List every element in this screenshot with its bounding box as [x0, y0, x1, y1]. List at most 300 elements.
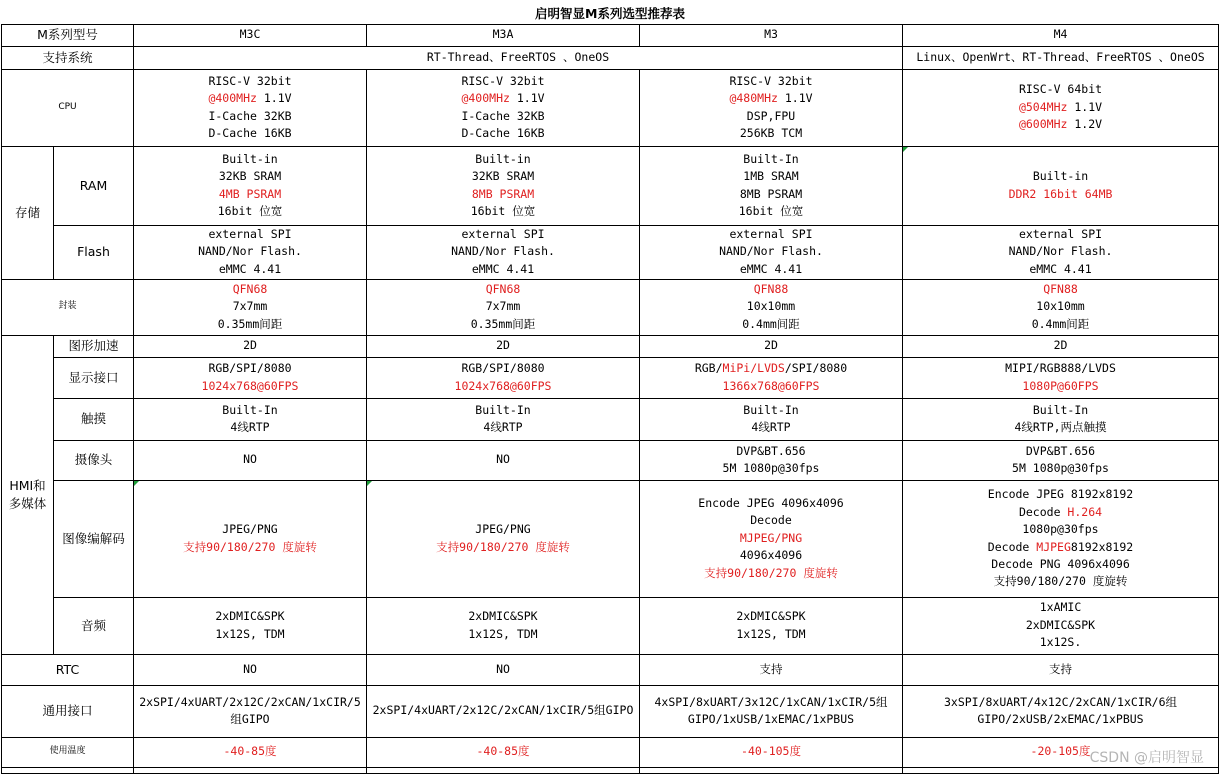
gfx-m3c-cell: [134, 335, 367, 357]
cell-line: [642, 243, 900, 260]
cell-value: 支持: [759, 661, 783, 676]
cell-value: 1080P@60FPS: [1022, 378, 1099, 393]
cell-line: [369, 243, 637, 260]
empty-row-cell: [367, 767, 640, 773]
cell-value: -40-85度: [223, 744, 277, 759]
cell-line: [136, 419, 364, 436]
package-m3a-cell: [367, 279, 640, 335]
camera-m4-cell: [903, 440, 1219, 480]
package-m3-cell: [640, 279, 903, 335]
cell-line: [136, 608, 364, 625]
storage-group-label: 存储: [2, 146, 54, 279]
cell-value: 1024x768@60FPS: [454, 378, 552, 393]
cell-line: [642, 711, 900, 728]
cell-line: [136, 337, 364, 354]
cell-line: [642, 378, 900, 395]
cell-line: [369, 73, 637, 90]
cell-line: [642, 443, 900, 460]
cell-value: RGB/SPI/8080: [208, 361, 292, 376]
cell-line: [642, 460, 900, 477]
cell-value: @600MHz: [1018, 117, 1068, 132]
empty-row-cell: [640, 767, 903, 773]
cell-value: QFN68: [485, 281, 521, 296]
cell-value: 2D: [1053, 338, 1068, 353]
cell-line: [369, 281, 637, 298]
cell-value: eMMC 4.41: [218, 261, 282, 276]
cell-value: D-Cache 16KB: [461, 125, 545, 140]
cell-line: [642, 661, 900, 678]
cell-line: [905, 316, 1216, 333]
cell-value: MiPi/LVDS: [722, 361, 785, 376]
cell-line: [369, 402, 637, 419]
cell-value: DSP,FPU: [746, 108, 796, 123]
cell-value: 1080p@30fps: [1022, 522, 1099, 537]
flash-m4-cell: [903, 225, 1219, 279]
cell-line: [905, 617, 1216, 634]
cell-value: 1x12S, TDM: [468, 626, 538, 641]
ram-m4-cell: [903, 146, 1219, 225]
cell-text: Decode: [1018, 504, 1068, 519]
cell-value: 2xDMIC&SPK: [468, 609, 538, 624]
flash-m3c-cell: [134, 225, 367, 279]
cell-text: /SPI/8080: [784, 361, 848, 376]
cell-value: -40-105度: [741, 744, 801, 759]
cell-line: [905, 81, 1216, 98]
cpu-m3a-cell: [367, 69, 640, 146]
cell-value: 16bit 位宽: [217, 203, 283, 218]
package-m4-cell: [903, 279, 1219, 335]
cell-value: MIPI/RGB888/LVDS: [1005, 361, 1116, 376]
cell-line: [905, 243, 1216, 260]
cell-value: NO: [496, 661, 510, 676]
cell-value: Decode: [750, 513, 792, 528]
cell-line: [905, 360, 1216, 377]
cell-value: external SPI: [729, 226, 813, 241]
cell-line: [642, 495, 900, 512]
cell-value: 0.4mm间距: [742, 316, 800, 331]
cell-line: [369, 125, 637, 142]
cell-value: DDR2 16bit 64MB: [1008, 186, 1113, 201]
package-row-label: 封装: [2, 279, 134, 335]
cell-line: [642, 419, 900, 436]
cell-value: 16bit 位宽: [470, 203, 536, 218]
os-row-label: 支持系统: [2, 46, 134, 69]
cell-line: [369, 186, 637, 203]
display-m3a-cell: [367, 357, 640, 398]
io-m3a-cell: [367, 685, 640, 737]
ram-m3c-cell: [134, 146, 367, 225]
cell-line: [905, 226, 1216, 243]
cell-value: DVP&BT.656: [1025, 443, 1096, 458]
cell-line: [642, 298, 900, 315]
camera-m3-cell: [640, 440, 903, 480]
cell-line: [642, 743, 900, 760]
cell-line: [905, 504, 1216, 521]
cell-line: [642, 565, 900, 582]
cell-line: [369, 702, 637, 719]
cell-line: [136, 261, 364, 278]
cell-value: 3xSPI/8xUART/4x12C/2xCAN/1xCIR/6组: [943, 694, 1178, 709]
cell-value: NAND/Nor Flash.: [198, 244, 302, 259]
cell-line: [369, 203, 637, 220]
temp-m3c-cell: [134, 737, 367, 767]
cell-line: [136, 168, 364, 185]
cell-value: QFN88: [1043, 281, 1078, 296]
cell-line: [136, 743, 364, 760]
cpu-m4-cell: [903, 69, 1219, 146]
cell-line: [136, 90, 364, 107]
cell-line: [905, 168, 1216, 185]
os-m3-series-cell: RT-Thread、FreeRTOS 、OneOS: [134, 46, 903, 69]
cell-line: [642, 281, 900, 298]
cell-value: @400MHz: [208, 91, 257, 106]
cell-line: [905, 281, 1216, 298]
cell-value: eMMC 4.41: [471, 261, 535, 276]
cell-line: [369, 539, 637, 556]
cell-value: RISC-V 32bit: [461, 73, 545, 88]
cell-value: 32KB SRAM: [218, 169, 282, 184]
cell-value: -40-85度: [476, 744, 530, 759]
cell-line: [369, 661, 637, 678]
cell-value: Built-In: [475, 402, 531, 417]
cell-value: 5M 1080p@30fps: [1012, 461, 1109, 475]
gfx-row-label: 图形加速: [54, 335, 134, 357]
cell-value: Built-In: [222, 402, 278, 417]
cell-value: 4线RTP: [230, 420, 270, 434]
package-m3c-cell: [134, 279, 367, 335]
gfx-m3a-cell: [367, 335, 640, 357]
io-row-label: 通用接口: [2, 685, 134, 737]
cell-line: [642, 90, 900, 107]
cell-line: [136, 521, 364, 538]
audio-row-label: 音频: [54, 597, 134, 654]
cpu-row-label: CPU: [2, 69, 134, 146]
cell-line: [905, 402, 1216, 419]
flash-m3-cell: [640, 225, 903, 279]
cell-line: [136, 243, 364, 260]
cell-text: 1.1V: [256, 91, 292, 106]
cell-value: NAND/Nor Flash.: [1008, 244, 1113, 259]
cell-line: [369, 451, 637, 468]
model-m3-header: M3: [640, 24, 903, 46]
cell-line: [136, 694, 364, 729]
cell-line: [136, 402, 364, 419]
hmi-group-label: [2, 335, 54, 654]
cell-line: [642, 261, 900, 278]
cell-value: 1x12S, TDM: [215, 626, 285, 641]
cell-value: external SPI: [208, 226, 292, 241]
hmi-group-label-line1: HMI和: [9, 478, 46, 494]
cell-line: [136, 378, 364, 395]
cell-text: RGB/: [694, 361, 723, 376]
cell-line: [642, 186, 900, 203]
cell-line: [369, 378, 637, 395]
cell-value: 4线RTP: [483, 420, 523, 434]
cell-value: 支持90/180/270 度旋转: [436, 539, 570, 554]
cell-value: RISC-V 32bit: [729, 73, 813, 88]
cell-value: QFN88: [753, 281, 789, 296]
cell-value: eMMC 4.41: [739, 261, 803, 276]
cell-line: [905, 599, 1216, 616]
cell-value: RISC-V 32bit: [208, 73, 292, 88]
cell-line: [369, 90, 637, 107]
cell-value: 7x7mm: [232, 299, 268, 314]
cell-line: [136, 125, 364, 142]
cell-value: 5M 1080p@30fps: [722, 461, 820, 475]
cell-line: [369, 419, 637, 436]
cell-value: @400MHz: [461, 91, 510, 106]
cell-value: 2D: [496, 338, 510, 353]
display-m4-cell: [903, 357, 1219, 398]
cell-value: 32KB SRAM: [471, 169, 535, 184]
cell-value: 8MB PSRAM: [471, 186, 535, 201]
cell-line: [642, 402, 900, 419]
cell-line: [136, 226, 364, 243]
cell-value: 2xDMIC&SPK: [215, 609, 285, 624]
touch-m3a-cell: [367, 398, 640, 440]
cell-line: [136, 108, 364, 125]
cell-line: [905, 694, 1216, 711]
cell-value: @480MHz: [729, 91, 778, 106]
cell-value: Decode PNG 4096x4096: [991, 556, 1130, 571]
cell-line: [905, 298, 1216, 315]
flash-row-label: Flash: [54, 225, 134, 279]
cell-line: [369, 743, 637, 760]
cell-line: [642, 337, 900, 354]
cell-line: [905, 539, 1216, 556]
cell-value: JPEG/PNG: [222, 522, 278, 537]
cell-line: [369, 261, 637, 278]
cell-line: [905, 460, 1216, 477]
cell-line: [905, 99, 1216, 116]
cell-line: [905, 521, 1216, 538]
cell-line: [905, 186, 1216, 203]
codec-m4-cell: [903, 480, 1219, 597]
cell-value: GIPO/2xUSB/2xEMAC/1xPBUS: [977, 712, 1144, 726]
cell-value: 8MB PSRAM: [739, 186, 803, 201]
cell-value: 支持: [1049, 661, 1072, 676]
cell-value: 10x10mm: [746, 299, 796, 314]
model-m3a-header: M3A: [367, 24, 640, 46]
audio-m4-cell: [903, 597, 1219, 654]
camera-m3a-cell: [367, 440, 640, 480]
cell-value: 支持90/180/270 度旋转: [183, 539, 317, 554]
selection-table: [1, 4, 1219, 774]
model-header-label: M系列型号: [2, 24, 134, 46]
cell-line: [642, 608, 900, 625]
codec-m3a-cell: [367, 480, 640, 597]
cell-line: [369, 360, 637, 377]
cell-value: 7x7mm: [485, 299, 521, 314]
cell-value: Built-in: [1032, 169, 1089, 184]
cell-line: [905, 634, 1216, 651]
cell-line: [369, 226, 637, 243]
touch-m3c-cell: [134, 398, 367, 440]
touch-row-label: 触摸: [54, 398, 134, 440]
ram-m3-cell: [640, 146, 903, 225]
cell-line: [905, 573, 1216, 590]
codec-m3-cell: [640, 480, 903, 597]
cpu-m3-cell: [640, 69, 903, 146]
cell-value: 2xDMIC&SPK: [736, 609, 806, 624]
cell-line: [905, 661, 1216, 678]
cell-value: NAND/Nor Flash.: [451, 244, 555, 259]
cell-text: 1.2V: [1067, 117, 1103, 132]
io-m3-cell: [640, 685, 903, 737]
cell-value: 10x10mm: [1036, 299, 1085, 314]
rtc-m4-cell: [903, 654, 1219, 685]
cell-line: [905, 556, 1216, 573]
cell-line: [136, 151, 364, 168]
codec-m3c-cell: [134, 480, 367, 597]
cell-line: [136, 203, 364, 220]
cell-line: [136, 626, 364, 643]
cell-text: 1.1V: [1067, 99, 1103, 114]
temp-m3a-cell: [367, 737, 640, 767]
model-m4-header: M4: [903, 24, 1219, 46]
gfx-m3-cell: [640, 335, 903, 357]
cell-value: 2D: [764, 338, 778, 353]
ram-m3a-cell: [367, 146, 640, 225]
cell-line: [642, 316, 900, 333]
cell-line: [642, 360, 900, 377]
cell-value: 4096x4096: [739, 548, 803, 563]
cell-value: 16bit 位宽: [738, 203, 804, 218]
audio-m3c-cell: [134, 597, 367, 654]
display-m3-cell: [640, 357, 903, 398]
cell-value: D-Cache 16KB: [208, 125, 292, 140]
cell-value: JPEG/PNG: [475, 522, 531, 537]
cell-line: [642, 694, 900, 711]
cell-line: [136, 186, 364, 203]
display-row-label: 显示接口: [54, 357, 134, 398]
cell-line: [136, 360, 364, 377]
cell-line: [136, 316, 364, 333]
display-m3c-cell: [134, 357, 367, 398]
cell-line: [642, 203, 900, 220]
cell-value: Encode JPEG 8192x8192: [987, 487, 1134, 502]
temp-m3-cell: [640, 737, 903, 767]
cell-value: external SPI: [1018, 226, 1103, 241]
temp-row-label: 使用温度: [2, 737, 134, 767]
cell-line: [905, 116, 1216, 133]
cell-value: 4MB PSRAM: [218, 186, 282, 201]
audio-m3-cell: [640, 597, 903, 654]
cell-line: [136, 539, 364, 556]
os-m4-cell: Linux、OpenWrt、RT-Thread、FreeRTOS 、OneOS: [903, 46, 1219, 69]
cell-text: 8192x8192: [1070, 539, 1134, 554]
empty-row-cell: [2, 767, 134, 773]
cell-value: 1x12S, TDM: [736, 626, 806, 641]
rtc-m3a-cell: [367, 654, 640, 685]
cell-line: [905, 261, 1216, 278]
cell-value: NO: [496, 452, 510, 467]
cell-line: [642, 125, 900, 142]
cell-value: 4线RTP,两点触摸: [1014, 420, 1107, 434]
cell-value: 0.35mm间距: [217, 316, 283, 331]
cell-line: [642, 547, 900, 564]
cell-value: NO: [243, 452, 257, 467]
cell-line: [642, 108, 900, 125]
cell-line: [369, 608, 637, 625]
touch-m4-cell: [903, 398, 1219, 440]
empty-row-cell: [134, 767, 367, 773]
cell-value: 2xSPI/4xUART/2x12C/2xCAN/1xCIR/5组GIPO: [139, 694, 361, 726]
cell-text: Decode: [987, 539, 1037, 554]
rtc-m3c-cell: [134, 654, 367, 685]
table-title: 启明智显M系列选型推荐表: [2, 4, 1219, 24]
cell-line: [136, 281, 364, 298]
flash-m3a-cell: [367, 225, 640, 279]
cell-value: 0.35mm间距: [470, 316, 536, 331]
empty-row-cell: [903, 767, 1219, 773]
cell-line: [642, 73, 900, 90]
io-m4-cell: [903, 685, 1219, 737]
cell-value: 支持90/180/270 度旋转: [704, 565, 838, 580]
hmi-group-label-line2: 多媒体: [8, 495, 47, 511]
cell-value: 2xSPI/4xUART/2x12C/2xCAN/1xCIR/5组GIPO: [372, 703, 634, 718]
cell-line: [642, 530, 900, 547]
cell-line: [369, 316, 637, 333]
cell-value: 1x12S.: [1039, 635, 1082, 650]
cell-line: [369, 108, 637, 125]
cell-line: [369, 337, 637, 354]
cell-line: [905, 419, 1216, 436]
cell-line: [369, 626, 637, 643]
cell-value: 支持90/180/270 度旋转: [993, 574, 1128, 589]
cell-value: Built-in: [222, 151, 278, 166]
cell-value: Built-In: [1032, 402, 1089, 417]
cell-value: NAND/Nor Flash.: [719, 244, 823, 259]
csdn-watermark: CSDN @启明智显: [1089, 750, 1204, 766]
cell-value: external SPI: [461, 226, 545, 241]
cell-value: -20-105度: [1030, 744, 1091, 759]
cell-value: 1xAMIC: [1039, 600, 1082, 615]
cell-value: H.264: [1067, 504, 1103, 519]
cell-line: [369, 168, 637, 185]
rtc-m3-cell: [640, 654, 903, 685]
cell-value: Built-In: [743, 151, 799, 166]
cell-value: Built-In: [743, 402, 799, 417]
cell-line: [369, 521, 637, 538]
cell-line: [642, 168, 900, 185]
cell-value: 1366x768@60FPS: [722, 378, 820, 393]
cell-text: 1.1V: [777, 91, 813, 106]
cell-line: [136, 661, 364, 678]
cell-text: 1.1V: [509, 91, 545, 106]
cell-value: 1MB SRAM: [743, 169, 799, 184]
cell-line: [642, 226, 900, 243]
touch-m3-cell: [640, 398, 903, 440]
cpu-m3c-cell: [134, 69, 367, 146]
cell-value: QFN68: [232, 281, 268, 296]
cell-value: 0.4mm间距: [1031, 316, 1090, 331]
cell-value: I-Cache 32KB: [208, 108, 292, 123]
audio-m3a-cell: [367, 597, 640, 654]
rtc-row-label: RTC: [2, 654, 134, 685]
camera-row-label: 摄像头: [54, 440, 134, 480]
cell-line: [642, 626, 900, 643]
cell-value: 1024x768@60FPS: [201, 378, 299, 393]
cell-value: MJPEG/PNG: [739, 530, 803, 545]
cell-value: GIPO/1xUSB/1xEMAC/1xPBUS: [687, 712, 855, 726]
cell-value: 4线RTP: [751, 420, 791, 434]
cell-value: NO: [243, 661, 257, 676]
gfx-m4-cell: [903, 335, 1219, 357]
cell-line: [369, 298, 637, 315]
cell-value: 256KB TCM: [739, 125, 803, 140]
cell-line: [905, 337, 1216, 354]
